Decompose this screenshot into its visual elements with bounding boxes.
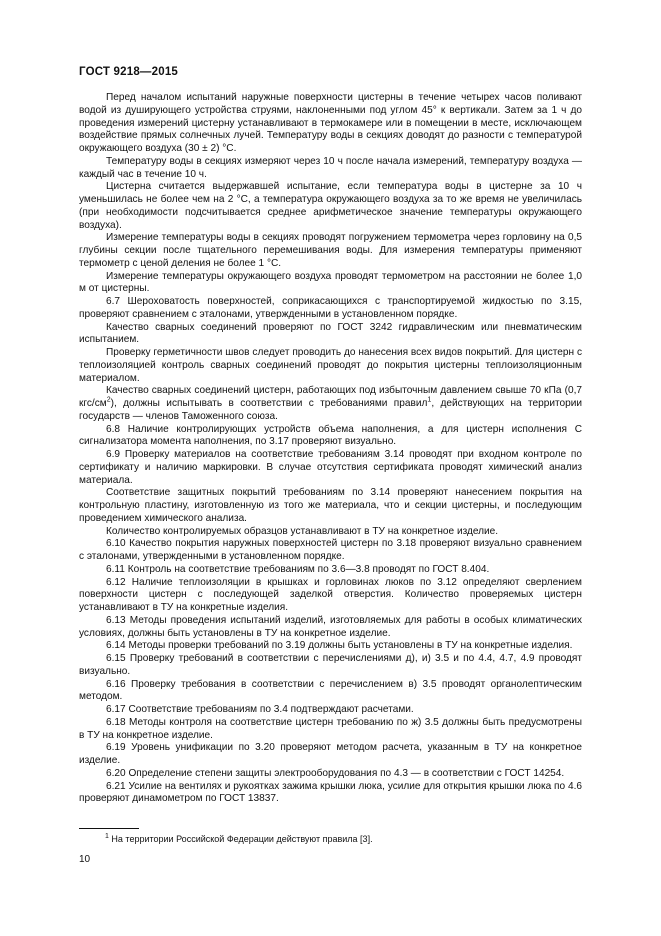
- paragraph-leak-test: Проверку герметичности швов следует проводить до нанесения всех видов покрытий. Для цистерн с теплоизоляцией контроль сварных соединений проводят до покрытия цистерны теплоизоляционным материалом.: [79, 347, 582, 384]
- paragraph-6-10: 6.10 Качество покрытия наружных поверхностей цистерн по 3.18 проверяют визуально сравнением с эталонами, утвержденными в установленном порядке.: [79, 538, 582, 562]
- pressure-text-middle: ), должны испытывать в соответствии с требованиями правил: [110, 398, 428, 409]
- footnote-text: На территории Российской Федерации действуют правила [3].: [111, 834, 373, 844]
- paragraph-pressure-welds: [79, 385, 582, 423]
- paragraph-6-16: 6.16 Проверку требования в соответствии с перечислением в) 3.5 проводят органолептическим методом.: [79, 678, 582, 703]
- paragraph-air-thermometer: Измерение температуры окружающего воздуха проводят термометром на расстоянии не более 1,0 м от цистерны.: [79, 270, 582, 295]
- paragraph-pass-criterion: Цистерна считается выдержавшей испытание, если температура воды в цистерне за 10 ч уменьшилась не более чем на 2 °С, а температура окружающего воздуха за то же время не увеличилась (при необходимости подсчитывается среднее арифметическое значение температуры окружающего воздуха).: [79, 181, 582, 231]
- paragraph-6-7: 6.7 Шероховатость поверхностей, соприкасающихся с транспортируемой жидкостью по 3.15, проверяют сравнением с эталонами, утвержденными в установленном порядке.: [79, 296, 582, 320]
- pressure-text-before: Качество сварных соединений цистерн, работающих под избыточным давлением свыше 70 кПа (0,7 кгс/см: [79, 385, 582, 409]
- paragraph-sprinkling: Перед началом испытаний наружные поверхности цистерны в течение четырех часов поливают водой из душирующего устройства струями, наклоненными под углом 45° к вертикали. Затем за 1 ч до проведения измерений цистерну устанавливают в термокамере или в помещении в месте, исключающем воздействие прямых солнечных лучей. Температуру воды в секциях доводят до разности с температурой окружающего воздуха (30 ± 2) °С.: [79, 92, 582, 154]
- footnote-mark: 1: [105, 833, 109, 840]
- paragraph-6-13: 6.13 Методы проведения испытаний изделий, изготовляемых для работы в особых климатических условиях, должны быть установлены в ТУ на конкретное изделие.: [79, 614, 582, 639]
- document-body: [79, 92, 582, 806]
- paragraph-weld-quality: Качество сварных соединений проверяют по ГОСТ 3242 гидравлическим или пневматическим испытанием.: [79, 321, 582, 346]
- paragraph-water-thermometer: Измерение температуры воды в секциях проводят погружением термометра через горловину на 0,5 глубины секции после тщательного перемешивания воды. Для измерения температуры применяют термометр с ценой деления не более 1 °С.: [79, 232, 582, 269]
- footnote-reference: 1: [427, 396, 432, 404]
- paragraph-6-11: 6.11 Контроль на соответствие требованиям по 3.6—3.8 проводят по ГОСТ 8.404.: [106, 563, 490, 575]
- paragraph-6-21: 6.21 Усилие на вентилях и рукоятках зажима крышки люка, усилие для открытия крышки люка по 4.6 проверяют динамометром по ГОСТ 13837.: [79, 780, 582, 805]
- paragraph-6-18: 6.18 Методы контроля на соответствие цистерн требованию по ж) 3.5 должны быть предусмотрены в ТУ на конкретное изделие.: [79, 716, 582, 741]
- paragraph-6-9: 6.9 Проверку материалов на соответствие требованиям 3.14 проводят при входном контроле по сертификату и наличию маркировки. В случае отсутствия сертификата проводят химический анализ материала.: [79, 449, 582, 486]
- paragraph-6-8: 6.8 Наличие контролирующих устройств объема наполнения, а для цистерн исполнения С сигнализатора момента наполнения, по 3.17 проверяют визуально.: [79, 423, 582, 448]
- paragraph-6-20: 6.20 Определение степени защиты электрооборудования по 4.3 — в соответствии с ГОСТ 14254.: [106, 767, 565, 779]
- paragraph-6-15: 6.15 Проверку требований в соответствии с перечислениями д), и) 3.5 и по 4.4, 4.7, 4.9 проводят визуально.: [79, 653, 582, 677]
- unit-exponent: 2: [106, 396, 111, 404]
- paragraph-sample-count: Количество контролируемых образцов устанавливают в ТУ на конкретное изделие.: [106, 525, 499, 537]
- paragraph-6-14: 6.14 Методы проверки требований по 3.19 должны быть установлены в ТУ на конкретные изделия.: [106, 640, 573, 652]
- pressure-text-after: , действующих на территории государств — членов Таможенного союза.: [79, 398, 583, 422]
- paragraph-6-17: 6.17 Соответствие требованиям по 3.4 подтверждают расчетами.: [106, 704, 414, 715]
- footnote-divider: [79, 828, 139, 829]
- paragraph-water-measurement: Температуру воды в секциях измеряют через 10 ч после начала измерений, температуру воздуха — каждый час в течение 10 ч.: [79, 155, 582, 180]
- paragraph-coating-check: Соответствие защитных покрытий требованиям по 3.14 проверяют нанесением покрытия на контрольную пластину, изготовленную из того же материала, что и секции цистерны, и последующим проведением химического анализа.: [79, 487, 582, 524]
- paragraph-6-12: 6.12 Наличие теплоизоляции в крышках и горловинах люков по 3.12 определяют сверлением поверхности цистерн с последующей заделкой отверстия. Количество проверяемых цистерн устанавливают в ТУ на конкретные изделия.: [79, 576, 582, 613]
- document-header: ГОСТ 9218—2015: [79, 66, 179, 78]
- page-number: 10: [79, 854, 91, 865]
- paragraph-6-19: 6.19 Уровень унификации по 3.20 проверяют методом расчета, указанным в ТУ на конкретное изделие.: [79, 742, 582, 766]
- footnote: [105, 834, 373, 844]
